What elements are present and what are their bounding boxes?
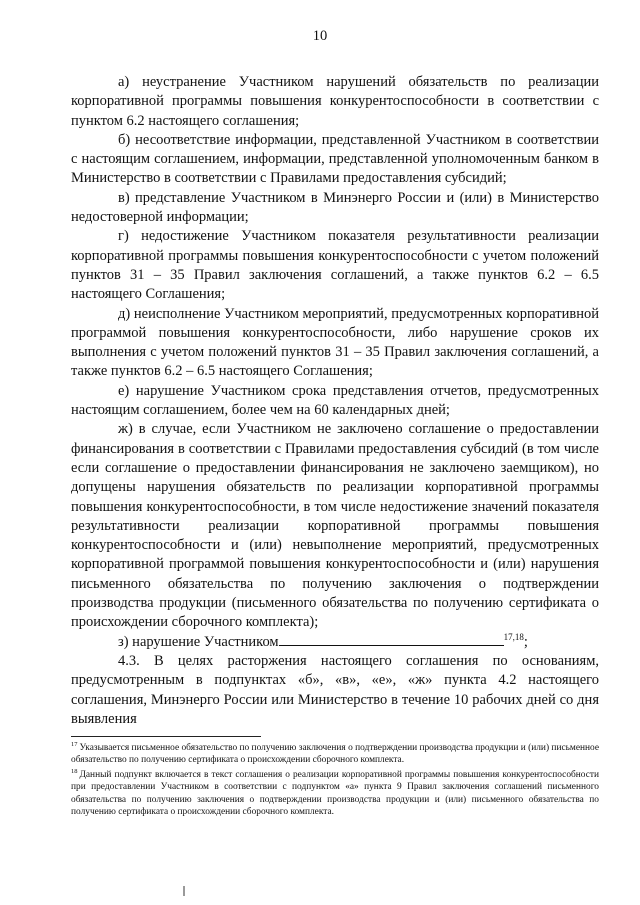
paragraph-z	[71, 633, 599, 652]
page-number: 10	[312, 28, 328, 44]
footnote-text: Указывается письменное обязательство по получению заключения о подтверждении производства продукции и (или) письменное обязательство по получению сертификата о происхождении сборочного комплекта.	[71, 743, 599, 766]
section-4-3: 4.3. В целях расторжения настоящего соглашения по основаниям, предусмотренным в подпунктах «б», «в», «е», «ж» пункта 4.2 настоящего соглашения, Минэнерго России или Министерство в течение 10 рабочих дней со дня выявления	[71, 652, 599, 727]
paragraph-a: а) неустранение Участником нарушений обязательств по реализации корпоративной программы повышения конкурентоспособности в соответствии с пунктом 6.2 настоящего соглашения;	[71, 74, 599, 129]
footnote-18	[71, 769, 599, 819]
footnote-text: Данный подпункт включается в текст соглашения о реализации корпоративной программы повышения конкурентоспособности при предоставлении Участником в соответствии с подпунктом «а» пункта 9 Правил заключения соглашений письменного обязательства по получению заключения о подтверждении производства продукции и (или) письменного обязательства по получению сертификата о происхождении сборочного комплекта.	[71, 769, 599, 818]
footnote-mark: 18	[71, 767, 78, 775]
footnote-17	[71, 742, 599, 767]
paragraph-d: д) неисполнение Участником мероприятий, предусмотренных корпоративной программой повышения конкурентоспособности, либо нарушение сроков их выполнения с учетом положений пунктов 31 – 35 Правил заключения соглашений, а также пунктов 6.2 – 6.5 настоящего Соглашения;	[71, 305, 599, 380]
footnotes	[71, 742, 599, 820]
scan-artifact	[183, 886, 185, 896]
paragraph-g: г) недостижение Участником показателя результативности реализации корпоративной программы повышения конкурентоспособности с учетом положений пунктов 31 – 35 Правил заключения соглашений, а также пунктов 6.2 – 6.5 настоящего Соглашения;	[71, 228, 599, 303]
document-body	[71, 73, 599, 729]
paragraph-b: б) несоответствие информации, представленной Участником в соответствии с настоящим соглашением, информации, представленной уполномоченным банком в Министерство в соответствии с Правилами предоставления субсидий;	[71, 131, 599, 187]
footnote-divider	[71, 736, 261, 737]
blank-fill-line	[279, 633, 504, 646]
paragraph-z-ending: ;	[523, 633, 528, 650]
footnote-mark: 17	[71, 740, 78, 748]
paragraph-e: е) нарушение Участником срока представления отчетов, предусмотренных настоящим соглашением, более чем на 60 календарных дней;	[71, 382, 599, 419]
paragraph-zh: ж) в случае, если Участником не заключено соглашение о предоставлении финансирования в соответствии с Правилами предоставления субсидий (в том числе если соглашение о предоставлении финансирования не заключено заемщиком), но допущены нарушения обязательств по реализации корпоративной программы повышения конкурентоспособности, в том числе недостижение значений показателя результативности реализации корпоративной программы повышения конкурентоспособности и (или) невыполнение мероприятий, предусмотренных корпоративной программой повышения конкурентоспособности и (или) нарушения письменного обязательства по получению заключения о подтверждении производства продукции (письменного обязательства по получению сертификата о происхождении сборочного комплекта);	[71, 421, 599, 631]
paragraph-v: в) представление Участником в Минэнерго России и (или) в Министерство недостоверной информации;	[71, 189, 599, 226]
paragraph-z-text: з) нарушение Участником	[118, 633, 279, 650]
footnote-refs: 17,18	[503, 631, 524, 642]
